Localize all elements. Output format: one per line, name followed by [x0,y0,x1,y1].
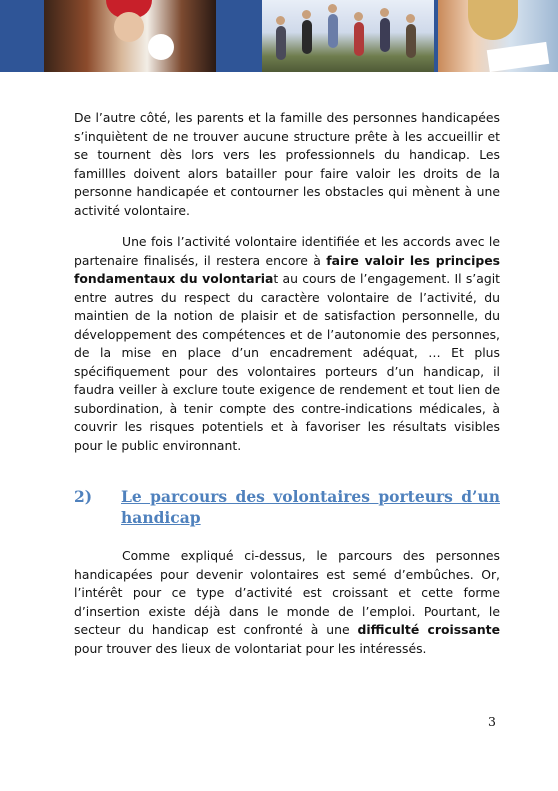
person-head-shape [406,14,415,23]
clown-glove-shape [148,34,174,60]
section-heading [74,486,500,528]
person-head-shape [354,12,363,21]
person-head-shape [302,10,311,19]
paper-shape [487,42,549,72]
paragraph-principles [74,233,500,455]
clown-face-shape [114,12,144,42]
person-head-shape [380,8,389,17]
person-body-shape [354,22,364,56]
banner-photo-clown [44,0,216,72]
paragraph-principles-emphasis: faire valoir les principes fondamentaux du volontaria [74,252,501,286]
banner-photo-jumping-group [262,0,434,72]
section-title: Le parcours des volontaires porteurs d’un handicap [121,487,500,527]
page-number: 3 [488,714,496,729]
person-head-shape [276,16,285,25]
person-body-shape [276,26,286,60]
paragraph-journey-start: Comme expliqué ci-dessus, le parcours des personnes handicapées pour devenir volontaires est semé d’embûches. Or, l’intérêt pour ce type d’activité est croissant et cette forme d’insertion existe déjà dans le monde de l’emploi. Pourtant, le secteur du handicap est confronté à une [74,548,500,637]
banner-photo-writing [438,0,558,72]
person-body-shape [380,18,390,52]
person-body-shape [328,14,338,48]
paragraph-principles-end: t au cours de l’engagement. Il s’agit entre autres du respect du caractère volontaire de l’activité, du maintien de la notion de plaisir et de satisfaction personnelle, du développement des compétences et de l’autonomie des personnes, de la mise en place d’un encadrement adéquat, … Et plus spécifiquement pour des volontaires porteurs d’un handicap, il faudra veiller à exclure toute exigence de rendement et tout lien de subordination, à tenir compte des contre-indications médicales, à couvrir les risques potentiels et à favoriser les résultats visibles pour le public environnant. [74,271,500,453]
paragraph-principles-start: Une fois l’activité volontaire identifiée et les accords avec le partenaire finalisés, il restera encore à [74,234,500,268]
paragraph-families: De l’autre côté, les parents et la famille des personnes handicapées s’inquiètent de ne trouver aucune structure prête à les accueillir et se tournent dès lors vers les professionnels du handicap. Les famillles doivent alors batailler pour faire valoir les droits de la personne handicapée et contourner les obstacles qui mènent à une activité volontaire. [74,110,500,218]
header-banner [0,0,558,72]
paragraph-journey [74,547,500,658]
child-hair-shape [468,0,518,40]
person-body-shape [302,20,312,54]
section-number: 2) [74,487,93,506]
paragraph-journey-emphasis: difficulté croissante [357,622,500,637]
person-head-shape [328,4,337,13]
person-body-shape [406,24,416,58]
paragraph-journey-end: pour trouver des lieux de volontariat pour les intéressés. [74,640,427,656]
